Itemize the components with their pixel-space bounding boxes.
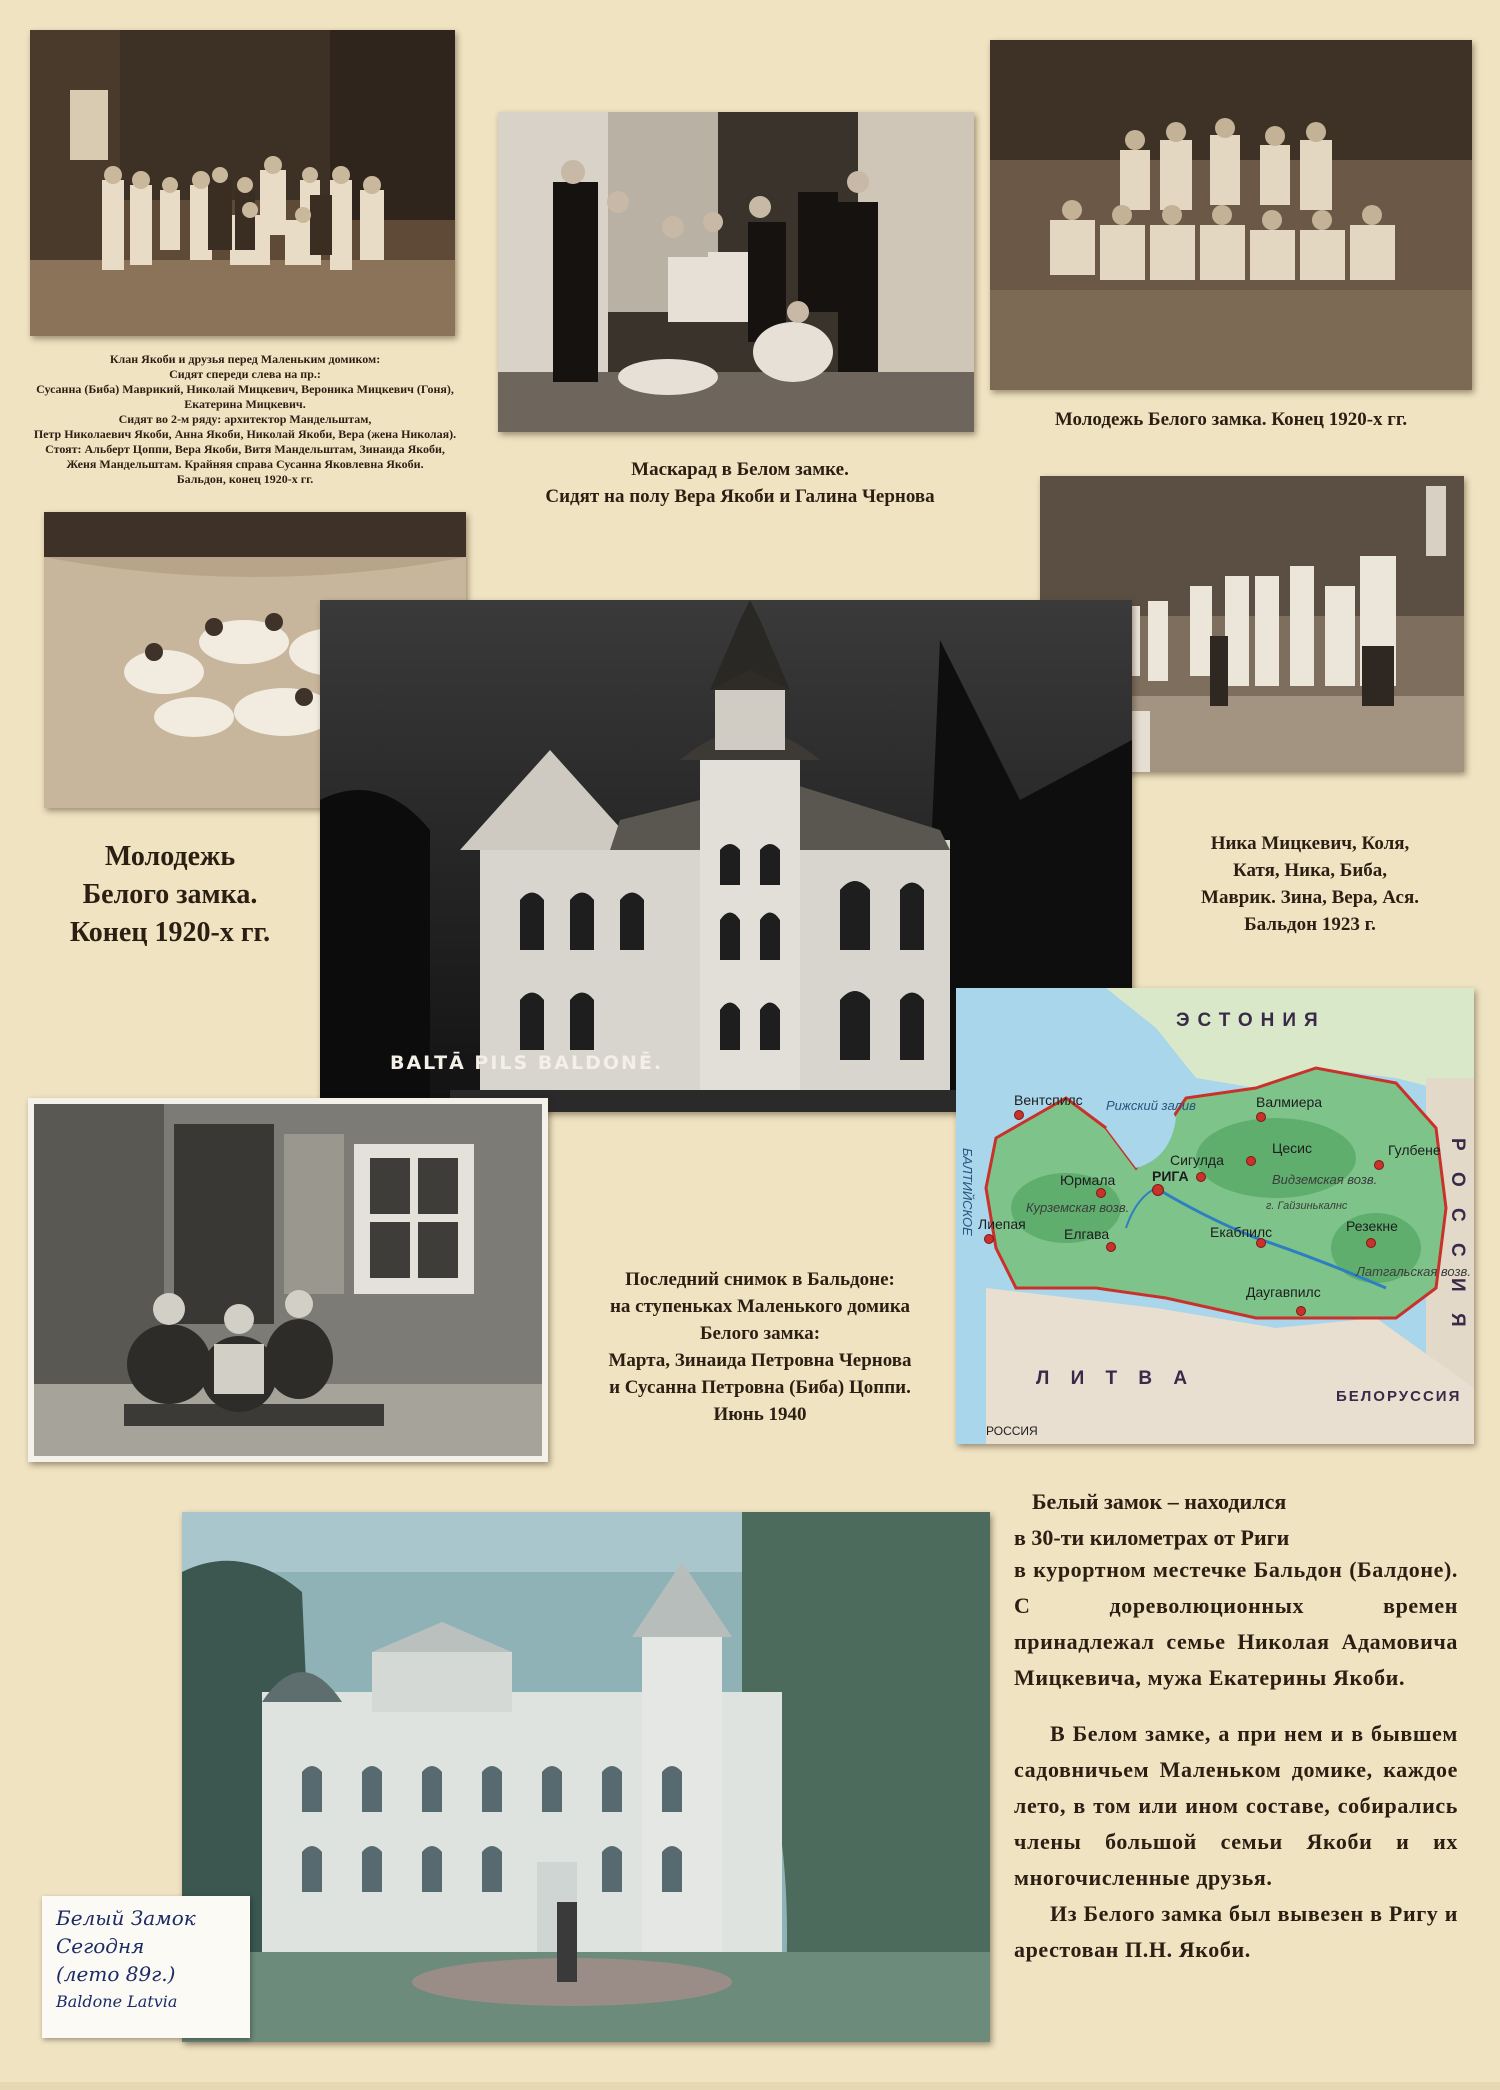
map-label-belarus: БЕЛОРУССИЯ	[1336, 1388, 1462, 1405]
caption-line: Белого замка.	[82, 879, 258, 910]
caption-line: и Сусанна Петровна (Биба) Цоппи.	[609, 1377, 911, 1398]
map-label-lithuania: Л И Т В А	[1036, 1368, 1196, 1389]
caption-clan	[10, 352, 480, 487]
map-dot-gulbene	[1374, 1160, 1384, 1170]
map-dot-riga	[1152, 1184, 1164, 1196]
map-dot-valmiera	[1256, 1112, 1266, 1122]
caption-line: Стоят: Альберт Цоппи, Вера Якоби, Витя Мандельштам, Зинаида Якоби,	[45, 442, 445, 456]
map-latvia	[956, 988, 1474, 1444]
note-line: Белый Замок	[56, 1906, 196, 1930]
caption-youth-top: Молодежь Белого замка. Конец 1920-х гг.	[1054, 409, 1408, 430]
caption-line: Марта, Зинаида Петровна Чернова	[608, 1350, 912, 1371]
caption-youth-left	[30, 838, 310, 952]
photo-youth-top	[990, 40, 1472, 390]
note-line: (лето 89г.)	[56, 1962, 176, 1986]
map-dot-sigulda	[1196, 1172, 1206, 1182]
map-region-kurzeme: Курземская возв.	[1026, 1200, 1130, 1215]
map-city-sigulda: Сигулда	[1170, 1152, 1224, 1168]
map-dot-ventspils	[1014, 1110, 1024, 1120]
map-label-gulf: Рижский залив	[1106, 1098, 1196, 1113]
map-label-baltic: БАЛТИЙСКОЕ	[960, 1148, 975, 1236]
map-city-ventspils: Вентспилс	[1014, 1092, 1083, 1108]
caption-line: Женя Мандельштам. Крайняя справа Сусанна Яковлевна Якоби.	[66, 457, 424, 471]
body-p1-second: в 30-ти километрах от Риги	[1014, 1525, 1290, 1550]
caption-line: Клан Якоби и друзья перед Маленьким домиком:	[109, 352, 381, 366]
caption-line: Июнь 1940	[713, 1404, 807, 1425]
page-bottom-edge	[0, 2082, 1500, 2090]
map-dot-jurmala	[1096, 1188, 1106, 1198]
map-city-jelgava: Елгава	[1064, 1226, 1110, 1242]
map-city-gulbene: Гулбене	[1388, 1142, 1441, 1158]
body-p1-rest: в курортном местечке Бальдон (Балдоне). С дореволюционных времен принадлежал семье Николая Адамовича Мицкевича, мужа Екатерины Якоби.	[1014, 1557, 1458, 1690]
caption-line: Бальдон, конец 1920-х гг.	[176, 472, 314, 486]
caption-masquerade	[480, 456, 1000, 510]
map-label-estonia: ЭСТОНИЯ	[1176, 1010, 1326, 1031]
caption-line: Конец 1920-х гг.	[69, 917, 271, 948]
photo-last-baldone	[28, 1098, 548, 1462]
body-p3: Из Белого замка был вывезен в Ригу и арестован П.Н. Якоби.	[1014, 1901, 1458, 1962]
map-city-valmiera: Валмиера	[1256, 1094, 1323, 1110]
caption-line: Последний снимок в Бальдоне:	[625, 1269, 895, 1290]
map-region-latgale: Латгальская возв.	[1356, 1264, 1471, 1279]
photo-castle-1989	[182, 1512, 990, 2042]
map-city-cesis: Цесис	[1272, 1140, 1312, 1156]
caption-line: Сидят спереди слева на пр.:	[169, 367, 321, 381]
body-p1-first: Белый замок – находился	[1032, 1489, 1287, 1514]
caption-line: Сусанна (Биба) Маврикий, Николай Мицкевич, Вероника Мицкевич (Гоня),	[36, 382, 454, 396]
caption-line: Сидят во 2-м ряду: архитектор Мандельштам,	[118, 412, 372, 426]
caption-line: Катя, Ника, Биба,	[1232, 860, 1388, 881]
map-city-daugavpils: Даугавпилс	[1246, 1284, 1321, 1300]
photo-masquerade	[498, 112, 974, 432]
note-line: Сегодня	[56, 1934, 145, 1958]
caption-line: Сидят на полу Вера Якоби и Галина Чернова	[545, 486, 935, 507]
photo-clan-group	[30, 30, 455, 336]
map-dot-liepaja	[984, 1234, 994, 1244]
caption-line: Екатерина Мицкевич.	[184, 397, 306, 411]
handwritten-note	[42, 1896, 250, 2038]
caption-line: на ступеньках Маленького домика	[609, 1296, 911, 1317]
map-city-liepaja: Лиепая	[978, 1216, 1026, 1232]
map-label-russia-south: РОССИЯ	[986, 1424, 1038, 1438]
map-city-riga: РИГА	[1152, 1168, 1189, 1184]
map-label-russia-east: Р О С С И Я	[1447, 1138, 1468, 1335]
caption-line: Маскарад в Белом замке.	[631, 459, 849, 480]
map-dot-jelgava	[1106, 1242, 1116, 1252]
map-city-jurmala: Юрмала	[1060, 1172, 1116, 1188]
map-city-rezekne: Резекне	[1346, 1218, 1398, 1234]
caption-nika	[1170, 830, 1450, 938]
map-dot-daugavpils	[1296, 1306, 1306, 1316]
body-p2: В Белом замке, а при нем и в бывшем садовничьем Маленьком домике, каждое лето, в том или ином составе, собирались члены большой семьи Якоби и их многочисленные друзья.	[1014, 1721, 1458, 1890]
map-city-jekabpils: Екабпилс	[1210, 1224, 1273, 1240]
map-dot-cesis	[1246, 1156, 1256, 1166]
map-region-vidzeme: Видземская возв.	[1272, 1172, 1378, 1187]
body-text	[998, 1484, 1458, 1556]
caption-line: Белого замка:	[699, 1323, 821, 1344]
caption-line: Маврик. Зина, Вера, Ася.	[1201, 887, 1419, 908]
caption-last-photo	[560, 1266, 960, 1428]
body-text-main	[1014, 1552, 1458, 1968]
map-region-gaizinkalns: г. Гайзинькалнс	[1266, 1200, 1348, 1212]
caption-line: Бальдон 1923 г.	[1244, 914, 1376, 935]
caption-line: Петр Николаевич Якоби, Анна Якоби, Николай Якоби, Вера (жена Николая).	[33, 427, 457, 441]
note-line: Baldone Latvia	[56, 1992, 178, 2011]
caption-line: Молодежь	[104, 841, 236, 872]
map-dot-rezekne	[1366, 1238, 1376, 1248]
castle-stamp-text: BALTĀ PILS BALDONĒ.	[390, 1052, 664, 1074]
caption-line: Ника Мицкевич, Коля,	[1210, 833, 1410, 854]
